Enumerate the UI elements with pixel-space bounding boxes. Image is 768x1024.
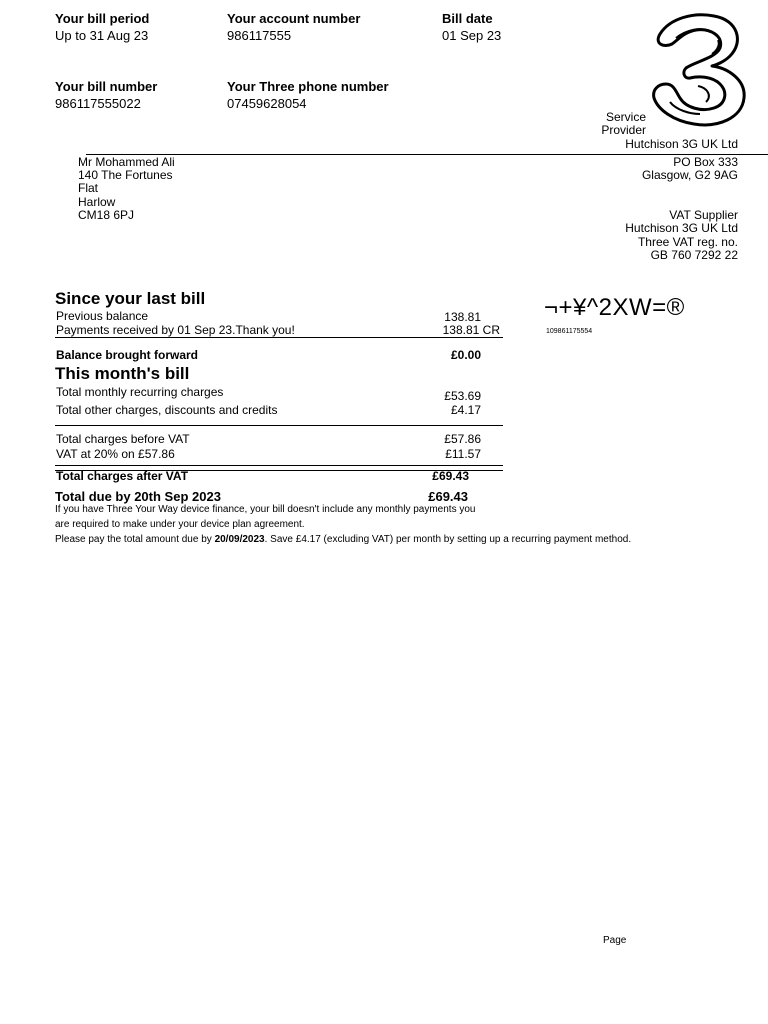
payment-note-suffix: . Save £4.17 (excluding VAT) per month by setting up a recurring payment method. [264, 534, 632, 545]
provider-address-2: Glasgow, G2 9AG [641, 168, 738, 182]
section-divider [55, 425, 503, 426]
bill-date-value: 01 Sep 23 [442, 28, 502, 43]
account-number-label: Your account number [227, 11, 361, 26]
total-due-value: £69.43 [428, 489, 468, 504]
address-line: CM18 6PJ [78, 208, 135, 222]
recurring-charges-label: Total monthly recurring charges [56, 385, 224, 399]
service-provider-label-2: Provider [601, 123, 646, 137]
other-charges-label: Total other charges, discounts and credits [56, 403, 278, 417]
barcode-number: 109861175554 [546, 328, 593, 335]
three-logo-icon [646, 10, 752, 128]
service-provider-label-1: Service [605, 110, 646, 124]
payments-received-label: Payments received by 01 Sep 23.Thank you! [56, 323, 295, 337]
device-finance-note-2: are required to make under your device plan agreement. [55, 519, 305, 530]
balance-forward-value: £0.00 [450, 348, 481, 362]
vat-supplier-label: VAT Supplier [669, 208, 738, 222]
vat-reg-number: GB 760 7292 22 [650, 248, 738, 262]
recurring-charges-value: £53.69 [444, 389, 481, 403]
provider-address-1: PO Box 333 [673, 155, 738, 169]
page-label: Page [603, 935, 627, 946]
vat-reg-label: Three VAT reg. no. [637, 235, 738, 249]
after-vat-value: £69.43 [432, 469, 469, 483]
vat-supplier-name: Hutchison 3G UK Ltd [625, 221, 738, 235]
total-due-label: Total due by 20th Sep 2023 [55, 489, 221, 504]
account-number-value: 986117555 [227, 28, 292, 43]
address-line: 140 The Fortunes [78, 168, 173, 182]
device-finance-note-1: If you have Three Your Way device finance, your bill doesn't include any monthly payments you [55, 504, 476, 515]
previous-balance-value: 138.81 [444, 310, 481, 324]
header-divider [86, 154, 768, 155]
since-last-bill-title: Since your last bill [55, 289, 206, 308]
payments-received-value: 138.81 CR [442, 323, 500, 337]
payment-note-prefix: Please pay the total amount due by [55, 534, 215, 545]
phone-number-label: Your Three phone number [227, 79, 389, 94]
bill-period-value: Up to 31 Aug 23 [55, 28, 149, 43]
section-divider [55, 337, 503, 338]
payment-note-date: 20/09/2023 [214, 534, 265, 545]
section-divider [55, 470, 503, 471]
section-divider [55, 465, 503, 466]
other-charges-value: £4.17 [450, 403, 481, 417]
barcode-glyphs: ¬+¥^2XW=® [544, 294, 685, 321]
service-provider-name: Hutchison 3G UK Ltd [625, 137, 738, 151]
phone-number-value: 07459628054 [227, 96, 307, 111]
vat-label: VAT at 20% on £57.86 [56, 447, 175, 461]
before-vat-label: Total charges before VAT [56, 432, 190, 446]
bill-period-label: Your bill period [55, 11, 150, 26]
payment-note [55, 532, 631, 547]
after-vat-label: Total charges after VAT [56, 469, 189, 483]
vat-value: £11.57 [445, 447, 481, 461]
bill-number-label: Your bill number [55, 79, 158, 94]
address-line: Flat [78, 181, 99, 195]
balance-forward-label: Balance brought forward [56, 348, 199, 362]
address-line: Harlow [78, 195, 116, 209]
bill-number-value: 986117555022 [55, 96, 141, 111]
previous-balance-label: Previous balance [56, 309, 149, 323]
bill-date-label: Bill date [442, 11, 493, 26]
before-vat-value: £57.86 [444, 432, 481, 446]
address-line: Mr Mohammed Ali [78, 155, 175, 169]
this-month-title: This month's bill [55, 364, 190, 383]
